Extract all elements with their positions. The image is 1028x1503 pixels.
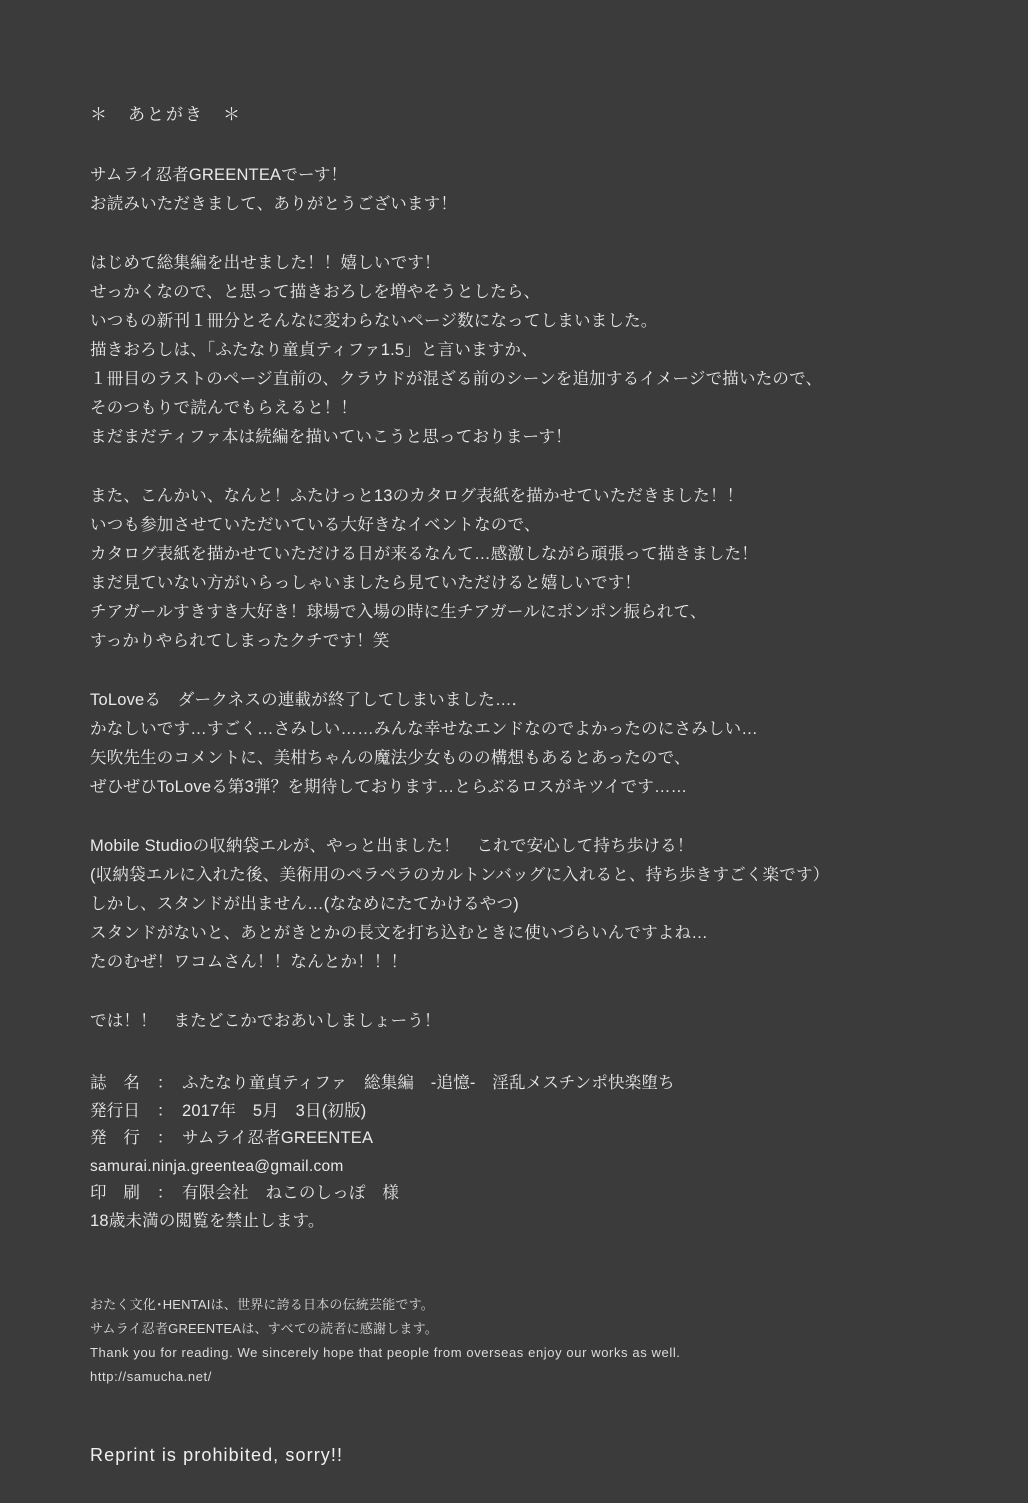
colophon-age-restriction: 18歳未満の閲覧を禁止します。	[90, 1211, 325, 1230]
footnote-website-url[interactable]: http://samucha.net/	[90, 1369, 212, 1384]
colophon-publisher: 発 行 ： サムライ忍者GREENTEA	[90, 1129, 374, 1147]
paragraph-3-line-4: ぜひぜひToLoveる第3弾？を期待しております…とらぶるロスがキツイです……	[90, 778, 688, 796]
paragraph-2	[90, 482, 938, 656]
paragraph-4-line-5: たのむぜ！ワコムさん！！なんとか！！！	[90, 953, 408, 971]
paragraph-3	[90, 686, 938, 802]
paragraph-3-line-2: かなしいです…すごく…さみしい……みんな幸せなエンドなのでよかったのにさみしい…	[90, 720, 758, 738]
paragraph-2-line-2: いつも参加させていただいている大好きなイベントなので、	[90, 516, 541, 534]
paragraph-1-line-6: そのつもりで読んでもらえると！！	[90, 399, 358, 417]
intro-line-1: サムライ忍者GREENTEAでーす！	[90, 166, 348, 184]
reprint-notice: Reprint is prohibited, sorry!!	[90, 1445, 344, 1465]
colophon-date: 発行日 ： 2017年 5月 3日(初版)	[90, 1101, 367, 1120]
paragraph-4	[90, 832, 938, 977]
closing-line: では！！ またどこかでおあいしましょーう！	[90, 1012, 441, 1030]
colophon-email: samurai.ninja.greentea@gmail.com	[90, 1157, 344, 1175]
colophon-title: 誌 名 ： ふたなり童貞ティファ 総集編 -追憶- 淫乱メスチンポ快楽堕ち	[90, 1074, 675, 1092]
paragraph-4-line-2: (収納袋エルに入れた後、美術用のペラペラのカルトンバッグに入れると、持ち歩きすごく楽です）	[90, 866, 830, 884]
paragraph-2-line-3: カタログ表紙を描かせていただける日が来るなんて…感激しながら頑張って描きました！	[90, 545, 758, 563]
paragraph-2-line-1: また、こんかい、なんと！ふたけっと13のカタログ表紙を描かせていただきました！！	[90, 487, 744, 505]
paragraph-3-line-1: ToLoveる ダークネスの連載が終了してしまいました…．	[90, 691, 529, 709]
paragraph-1-line-7: まだまだティファ本は続編を描いていこうと思っておりまーす！	[90, 428, 572, 446]
footnote-line-1: おたく文化･HENTAIは、世界に誇る日本の伝統芸能です。	[90, 1297, 434, 1312]
footnotes	[90, 1293, 938, 1389]
paragraph-1-line-5: １冊目のラストのページ直前の、クラウドが混ざる前のシーンを追加するイメージで描いたので、	[90, 370, 823, 388]
paragraph-1-line-3: いつもの新刊１冊分とそんなに変わらないページ数になってしまいました。	[90, 312, 658, 330]
paragraph-3-line-3: 矢吹先生のコメントに、美柑ちゃんの魔法少女ものの構想もあるとあったので、	[90, 749, 691, 767]
paragraph-1	[90, 249, 938, 452]
paragraph-1-line-2: せっかくなので、と思って描きおろしを増やそうとしたら、	[90, 283, 541, 301]
paragraph-2-line-5: チアガールすきすき大好き！球場で入場の時に生チアガールにポンポン振られて、	[90, 603, 707, 621]
paragraph-1-line-4: 描きおろしは、「ふたなり童貞ティファ1.5」と言いますか、	[90, 341, 538, 359]
paragraph-4-line-4: スタンドがないと、あとがきとかの長文を打ち込むときに使いづらいんですよね…	[90, 924, 708, 942]
footnote-thanks: Thank you for reading. We sincerely hope that people from overseas enjoy our works as well.	[90, 1345, 681, 1360]
closing-paragraph	[90, 1007, 938, 1036]
paragraph-2-line-4: まだ見ていない方がいらっしゃいましたら見ていただけると嬉しいです！	[90, 574, 642, 592]
paragraph-4-line-1: Mobile Studioの収納袋エルが、やっと出ました！ これで安心して持ち歩ける！	[90, 837, 694, 855]
paragraph-2-line-6: すっかりやられてしまったクチです！笑	[90, 632, 390, 650]
intro-line-2: お読みいただきまして、ありがとうございます！	[90, 195, 458, 213]
colophon	[90, 1070, 938, 1235]
paragraph-4-line-3: しかし、スタンドが出ません…(ななめにたてかけるやつ)	[90, 895, 519, 913]
page-title: ＊ あとがき ＊	[90, 105, 242, 124]
colophon-printer: 印 刷 ： 有限会社 ねこのしっぽ 様	[90, 1184, 400, 1202]
paragraph-1-line-1: はじめて総集編を出せました！！嬉しいです！	[90, 254, 441, 272]
intro-paragraph	[90, 161, 938, 219]
footnote-line-2: サムライ忍者GREENTEAは、すべての読者に感謝します。	[90, 1321, 438, 1336]
